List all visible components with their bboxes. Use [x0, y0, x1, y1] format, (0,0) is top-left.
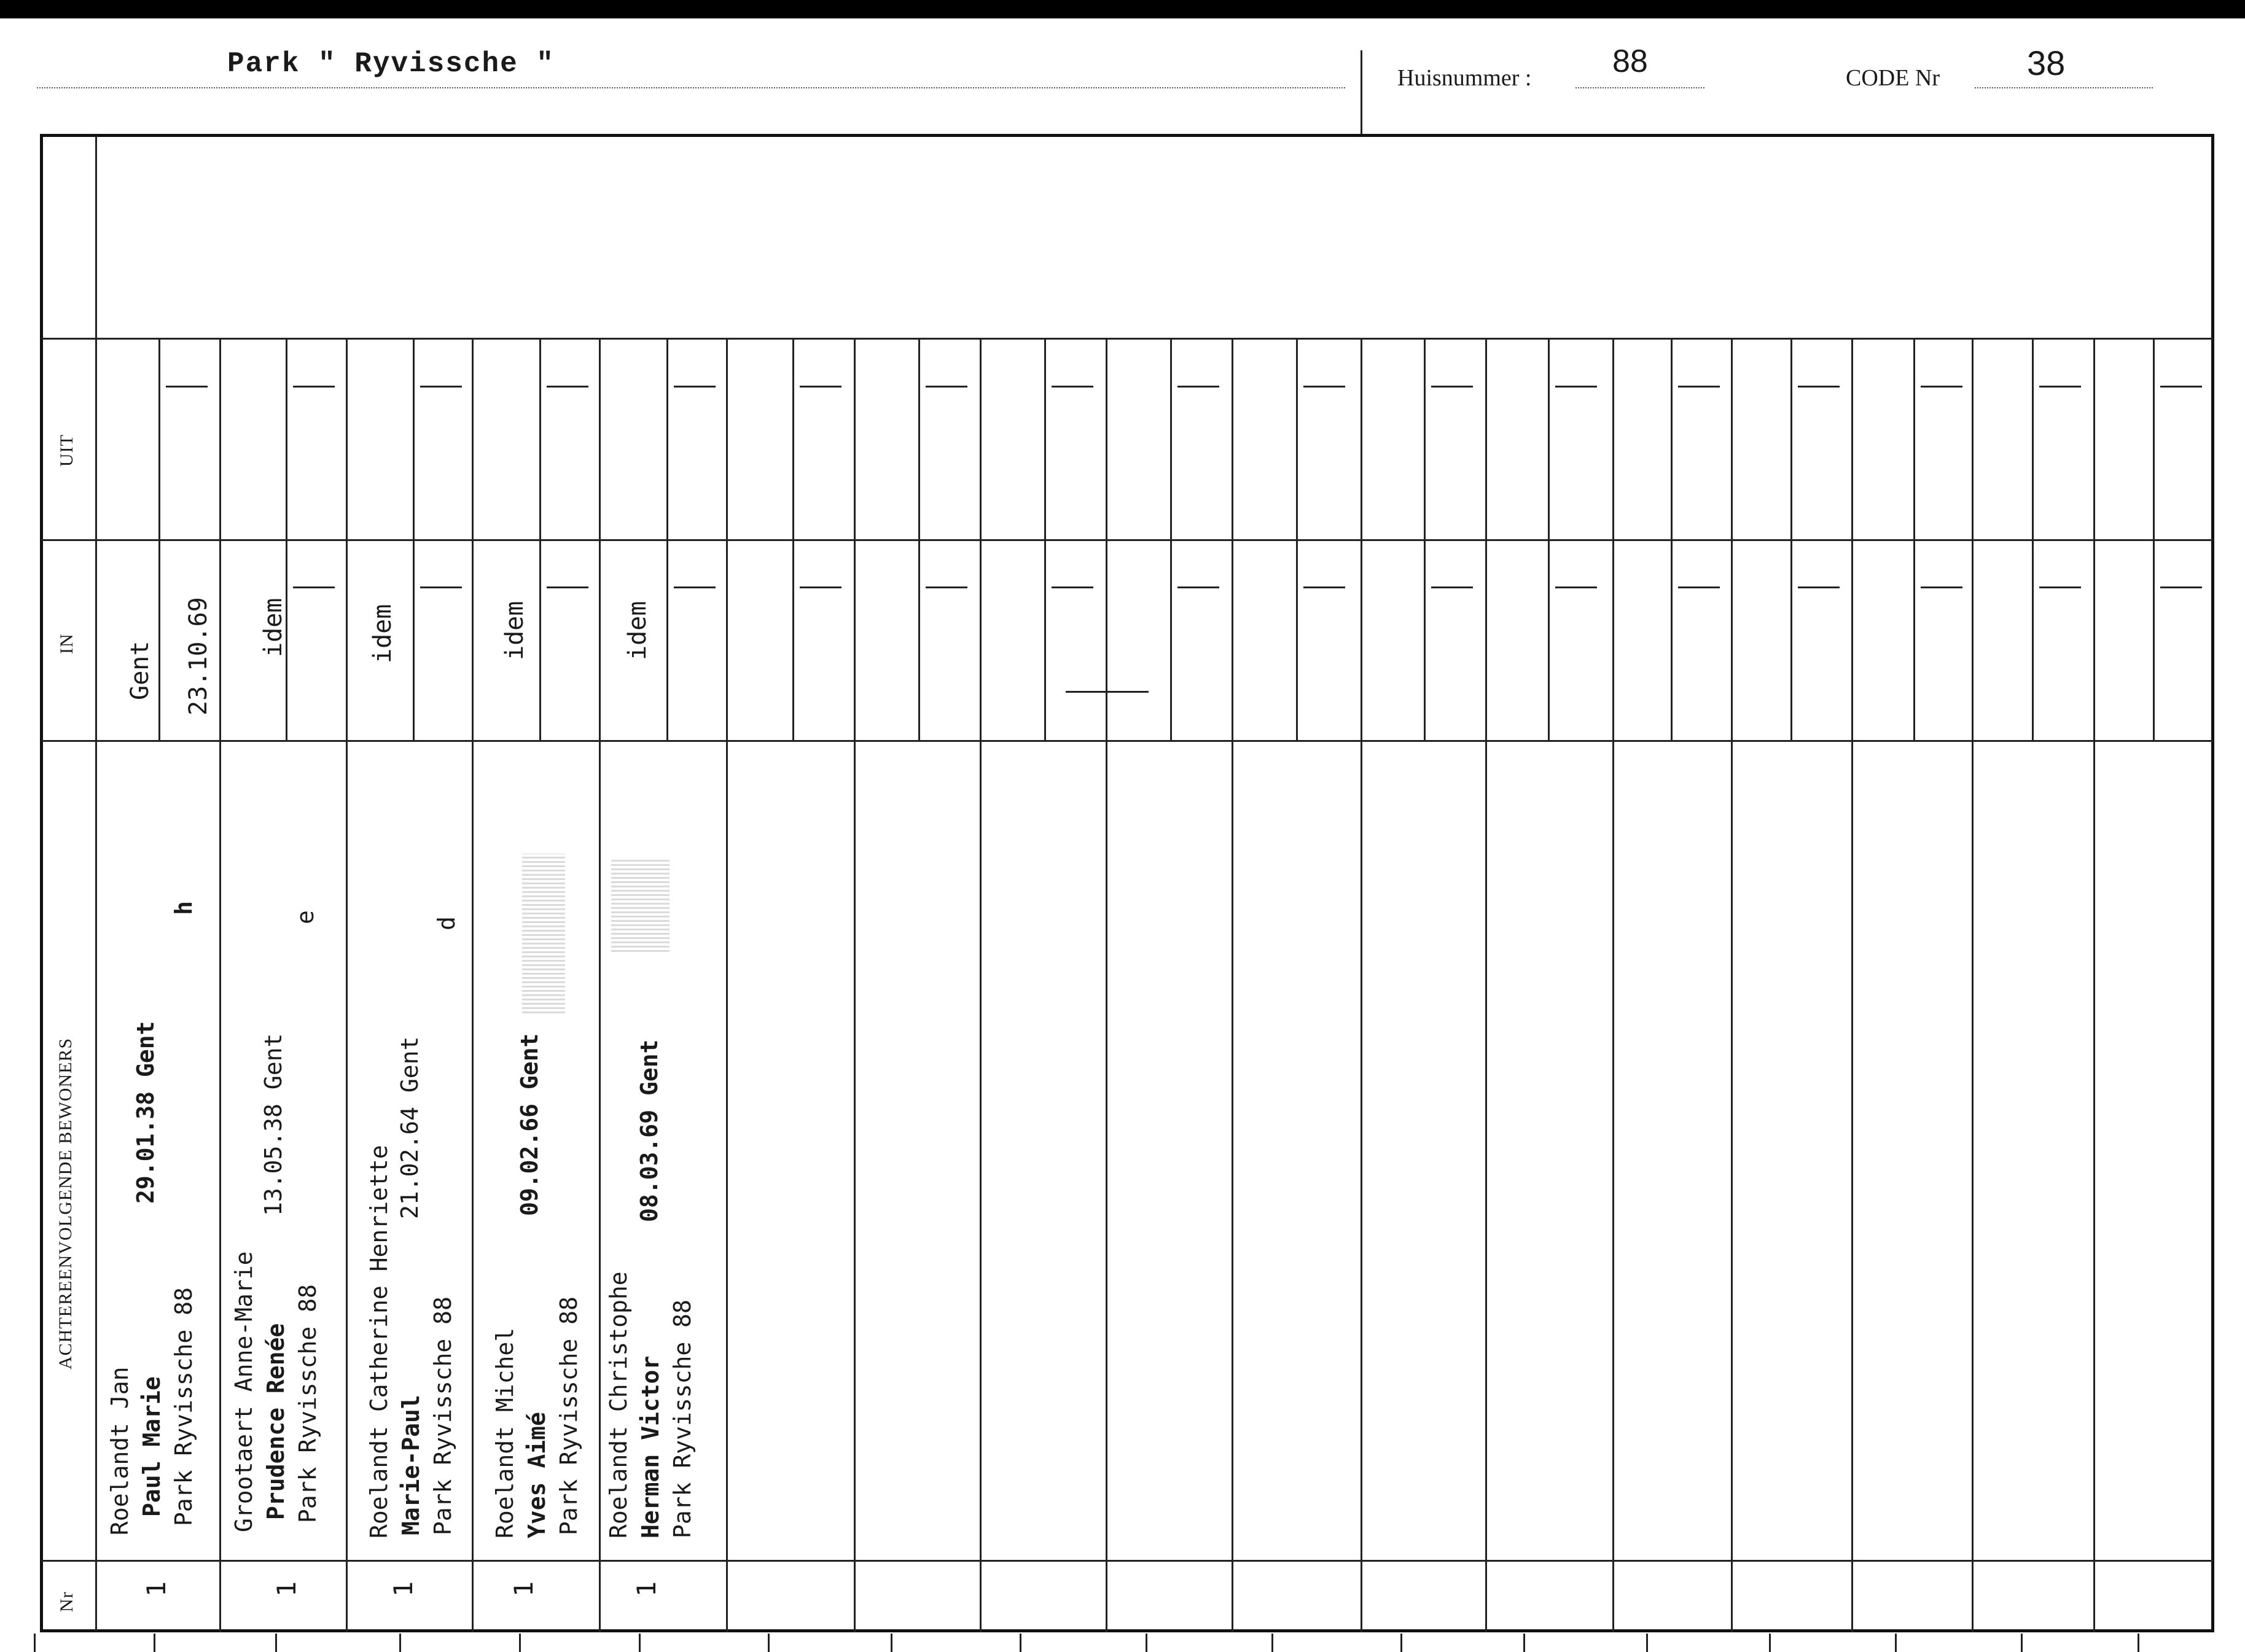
house-number-value: 88	[1612, 44, 1648, 79]
in-subcolumn-divider	[539, 539, 541, 740]
code-number-value: 38	[2027, 44, 2066, 82]
in-empty-dash	[1431, 586, 1473, 588]
resident-2-mark: e	[292, 910, 319, 924]
resident-4-name-line-1: Roelandt Michel	[491, 1327, 518, 1538]
resident-3-mark: d	[433, 916, 460, 930]
bottom-edge-tick	[1523, 1634, 1525, 1652]
in-subcolumn-divider	[1424, 539, 1426, 740]
column-divider	[346, 338, 348, 1632]
resident-2-nr: 1	[271, 1581, 302, 1597]
bottom-edge-tick	[1020, 1634, 1021, 1652]
house-number-dotted-line	[1575, 87, 1704, 88]
resident-3-address: Park Ryvissche 88	[429, 1296, 456, 1535]
resident-1-birth-date: 29.01.38 Gent	[132, 1021, 159, 1204]
column-divider	[726, 338, 728, 1632]
uit-subcolumn-divider	[1044, 338, 1046, 539]
resident-5-birth-date: 08.03.69 Gent	[636, 1039, 663, 1222]
resident-5-nr: 1	[631, 1581, 662, 1597]
uit-empty-dash	[674, 386, 716, 388]
uit-empty-dash	[166, 386, 208, 388]
in-empty-dash	[1052, 586, 1093, 588]
in-empty-dash	[420, 586, 462, 588]
in-subcolumn-divider	[792, 539, 794, 740]
bottom-edge-tick	[34, 1634, 36, 1652]
resident-1-in-date: 23.10.69	[184, 597, 213, 715]
uit-empty-dash	[1052, 386, 1093, 388]
in-empty-dash	[674, 586, 716, 588]
scan-top-border	[0, 0, 2245, 18]
uit-subcolumn-divider	[1170, 338, 1172, 539]
ink-smudge	[611, 860, 670, 952]
column-divider	[1485, 338, 1487, 1632]
band-line-residents-top	[41, 740, 2213, 742]
label-column-divider	[95, 135, 97, 1631]
resident-3-nr: 1	[388, 1581, 418, 1597]
row-label-nr: Nr	[57, 1591, 77, 1612]
uit-subcolumn-divider	[792, 338, 794, 539]
uit-empty-dash	[1921, 386, 1962, 388]
resident-5-name-line-2: Herman Victor	[637, 1355, 664, 1538]
uit-subcolumn-divider	[286, 338, 287, 539]
resident-4-in-place: idem	[501, 601, 529, 660]
resident-4-address: Park Ryvissche 88	[555, 1296, 582, 1535]
in-empty-dash	[1177, 586, 1219, 588]
column-divider	[219, 338, 221, 1632]
uit-empty-dash	[1678, 386, 1720, 388]
resident-1-address: Park Ryvissche 88	[170, 1287, 197, 1526]
row-label-residents: ACHTEREENVOLGENDE BEWONERS	[55, 1037, 76, 1370]
bottom-edge-tick	[1769, 1634, 1771, 1652]
bottom-edge-tick	[2138, 1634, 2139, 1652]
street-name: Park " Ryvissche "	[227, 48, 555, 80]
column-divider	[1232, 338, 1233, 1632]
in-empty-dash	[1798, 586, 1840, 588]
in-stray-dash	[1066, 691, 1149, 693]
in-empty-dash	[2160, 586, 2202, 588]
column-divider	[1612, 338, 1614, 1632]
resident-2-name-line-1: Grootaert Anne-Marie	[230, 1251, 257, 1532]
bottom-edge-tick	[768, 1634, 770, 1652]
uit-subcolumn-divider	[1424, 338, 1426, 539]
in-empty-dash	[293, 586, 335, 588]
in-subcolumn-divider	[1790, 539, 1792, 740]
in-empty-dash	[1678, 586, 1720, 588]
band-line-nr-top	[41, 1560, 2213, 1562]
uit-subcolumn-divider	[1296, 338, 1298, 539]
band-line-uit-top	[41, 338, 2213, 340]
uit-subcolumn-divider	[1671, 338, 1673, 539]
uit-subcolumn-divider	[539, 338, 541, 539]
row-label-uit: UIT	[57, 434, 77, 467]
resident-5-address: Park Ryvissche 88	[669, 1299, 696, 1538]
in-empty-dash	[926, 586, 967, 588]
uit-subcolumn-divider	[2032, 338, 2034, 539]
in-subcolumn-divider	[1548, 539, 1550, 740]
uit-empty-dash	[2039, 386, 2081, 388]
in-subcolumn-divider	[1044, 539, 1046, 740]
in-empty-dash	[800, 586, 841, 588]
resident-1-nr: 1	[141, 1581, 171, 1597]
uit-subcolumn-divider	[666, 338, 668, 539]
uit-subcolumn-divider	[1790, 338, 1792, 539]
resident-5-name-line-1: Roelandt Christophe	[605, 1271, 632, 1538]
uit-empty-dash	[800, 386, 841, 388]
in-empty-dash	[1303, 586, 1345, 588]
code-number-dotted-line	[1975, 87, 2153, 88]
in-empty-dash	[1921, 586, 1962, 588]
resident-2-in-place: idem	[259, 598, 287, 657]
uit-empty-dash	[420, 386, 462, 388]
uit-subcolumn-divider	[918, 338, 920, 539]
resident-3-in-place: idem	[369, 604, 397, 663]
uit-subcolumn-divider	[413, 338, 415, 539]
resident-3-name-line-2: Marie-Paul	[397, 1395, 424, 1535]
column-divider	[1731, 338, 1733, 1632]
in-subcolumn-divider	[1671, 539, 1673, 740]
resident-1-in-place: Gent	[126, 641, 154, 700]
column-divider	[980, 338, 982, 1632]
in-subcolumn-divider	[918, 539, 920, 740]
in-subcolumn-divider	[1296, 539, 1298, 740]
in-empty-dash	[1555, 586, 1597, 588]
uit-empty-dash	[1798, 386, 1840, 388]
resident-1-name-line-1: Roelandt Jan	[106, 1366, 133, 1535]
column-divider	[599, 338, 601, 1632]
uit-empty-dash	[2160, 386, 2202, 388]
resident-5-in-place: idem	[623, 601, 652, 660]
column-divider	[1851, 338, 1853, 1632]
column-divider	[2093, 338, 2095, 1632]
uit-subcolumn-divider	[1913, 338, 1915, 539]
column-divider	[854, 338, 856, 1632]
bottom-edge-tick	[1271, 1634, 1273, 1652]
in-subcolumn-divider	[666, 539, 668, 740]
resident-2-birth-date: 13.05.38 Gent	[260, 1033, 287, 1216]
in-subcolumn-divider	[158, 539, 160, 740]
uit-subcolumn-divider	[1548, 338, 1550, 539]
bottom-edge-tick	[2021, 1634, 2023, 1652]
resident-4-nr: 1	[509, 1581, 539, 1597]
bottom-edge-tick	[1146, 1634, 1147, 1652]
column-divider	[1972, 338, 1974, 1632]
bottom-edge-tick	[639, 1634, 641, 1652]
uit-empty-dash	[1555, 386, 1597, 388]
in-empty-dash	[2039, 586, 2081, 588]
resident-2-name-line-2: Prudence Renée	[262, 1323, 289, 1520]
uit-empty-dash	[547, 386, 588, 388]
in-subcolumn-divider	[1170, 539, 1172, 740]
column-divider	[472, 338, 474, 1632]
uit-subcolumn-divider	[2153, 338, 2155, 539]
column-divider	[1106, 338, 1107, 1632]
bottom-edge-tick	[1400, 1634, 1402, 1652]
resident-3-birth-date: 21.02.64 Gent	[396, 1036, 423, 1219]
in-empty-dash	[547, 586, 588, 588]
resident-4-birth-date: 09.02.66 Gent	[516, 1033, 543, 1216]
bottom-edge-tick	[1895, 1634, 1897, 1652]
bottom-edge-tick	[519, 1634, 521, 1652]
uit-empty-dash	[293, 386, 335, 388]
code-number-label: CODE Nr	[1846, 65, 1940, 91]
uit-subcolumn-divider	[158, 338, 160, 539]
row-label-in: IN	[57, 633, 77, 654]
resident-3-name-line-1: Roelandt Catherine Henriette	[365, 1145, 392, 1538]
column-divider	[1361, 338, 1362, 1632]
bottom-edge-tick	[1646, 1634, 1648, 1652]
house-number-label: Huisnummer :	[1397, 65, 1532, 91]
resident-1-mark: h	[170, 901, 197, 915]
in-subcolumn-divider	[2032, 539, 2034, 740]
bottom-edge-tick	[891, 1634, 892, 1652]
bottom-edge-tick	[275, 1634, 277, 1652]
band-line-in-top	[41, 539, 2213, 541]
in-subcolumn-divider	[413, 539, 415, 740]
uit-empty-dash	[1177, 386, 1219, 388]
resident-2-address: Park Ryvissche 88	[294, 1284, 321, 1523]
uit-empty-dash	[1303, 386, 1345, 388]
ink-smudge	[522, 854, 565, 1013]
header-divider	[1361, 50, 1362, 135]
uit-empty-dash	[926, 386, 967, 388]
resident-1-name-line-2: Paul Marie	[138, 1376, 165, 1517]
uit-empty-dash	[1431, 386, 1473, 388]
bottom-edge-tick	[399, 1634, 401, 1652]
in-subcolumn-divider	[2153, 539, 2155, 740]
bottom-edge-tick	[154, 1634, 155, 1652]
resident-4-name-line-2: Yves Aimé	[523, 1412, 550, 1538]
street-dotted-line	[37, 87, 1345, 88]
in-subcolumn-divider	[1913, 539, 1915, 740]
